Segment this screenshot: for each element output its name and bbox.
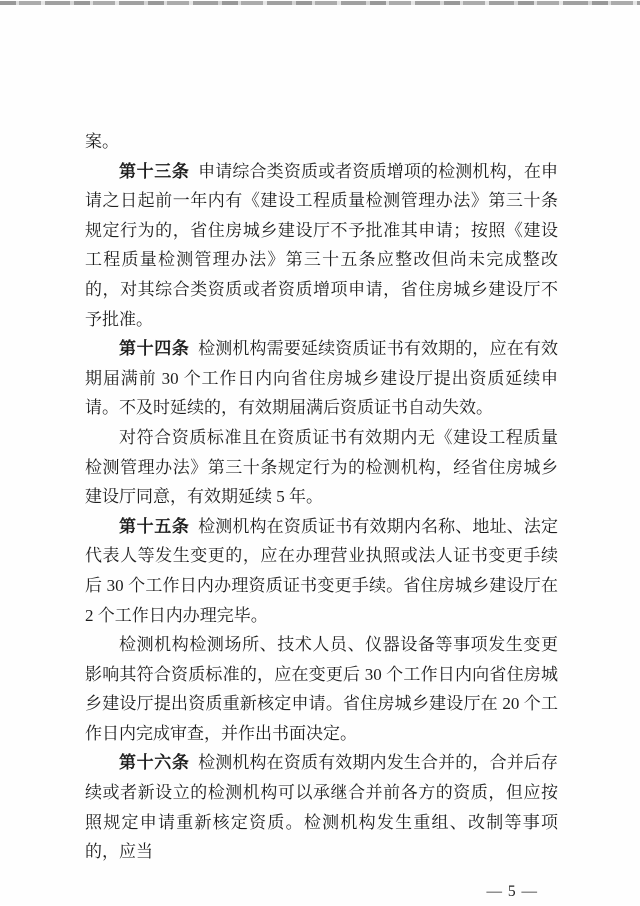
paragraph-article-14 xyxy=(85,334,558,423)
article-number: 第十六条 xyxy=(119,753,190,773)
paragraph-article-13 xyxy=(85,157,558,335)
page-number: — 5 — xyxy=(486,882,538,900)
paragraph-text: 案。 xyxy=(85,132,119,151)
document-body xyxy=(85,127,558,906)
paragraph-article-14-sub xyxy=(85,423,558,512)
scan-artifact-line xyxy=(0,1,640,5)
paragraph-article-16 xyxy=(85,748,558,866)
paragraph-continuation xyxy=(85,127,558,157)
paragraph-text: 对符合资质标准且在资质证书有效期内无《建设工程质量检测管理办法》第三十条规定行为的检测机构，经省住房城乡建设厅同意，有效期延续 5 年。 xyxy=(85,427,558,507)
article-number: 第十五条 xyxy=(119,516,190,536)
article-number: 第十三条 xyxy=(119,161,190,181)
paragraph-text: 申请综合类资质或者资质增项的检测机构，在申请之日起前一年内有《建设工程质量检测管理办法》第三十条规定行为的，省住房城乡建设厅不予批准其申请；按照《建设工程质量检测管理办法》第三十五条应整改但尚未完成整改的，对其综合类资质或者资质增项申请，省住房城乡建设厅不予批准。 xyxy=(85,161,559,329)
paragraph-article-15-sub xyxy=(85,630,558,748)
article-number: 第十四条 xyxy=(119,339,190,359)
paragraph-article-15 xyxy=(85,512,558,630)
paragraph-text: 检测机构需要延续资质证书有效期的，应在有效期届满前 30 个工作日内向省住房城乡建设厅提出资质延续申请。不及时延续的，有效期届满后资质证书自动失效。 xyxy=(85,339,559,418)
paragraph-text: 检测机构检测场所、技术人员、仪器设备等事项发生变更影响其符合资质标准的，应在变更后 30 个工作日内向省住房城乡建设厅提出资质重新核定申请。省住房城乡建设厅在 20 个工作日内完成审查，并作出书面决定。 xyxy=(85,635,558,743)
paragraph-text: 检测机构在资质有效期内发生合并的，合并后存续或者新设立的检测机构可以承继合并前各方的资质，但应按照规定申请重新核定资质。检测机构发生重组、改制等事项的，应当 xyxy=(85,753,559,862)
paragraph-text: 检测机构在资质证书有效期内名称、地址、法定代表人等发生变更的，应在办理营业执照或法人证书变更手续后 30 个工作日内办理资质证书变更手续。省住房城乡建设厅在 2 个工作日内办理完毕。 xyxy=(85,516,559,625)
